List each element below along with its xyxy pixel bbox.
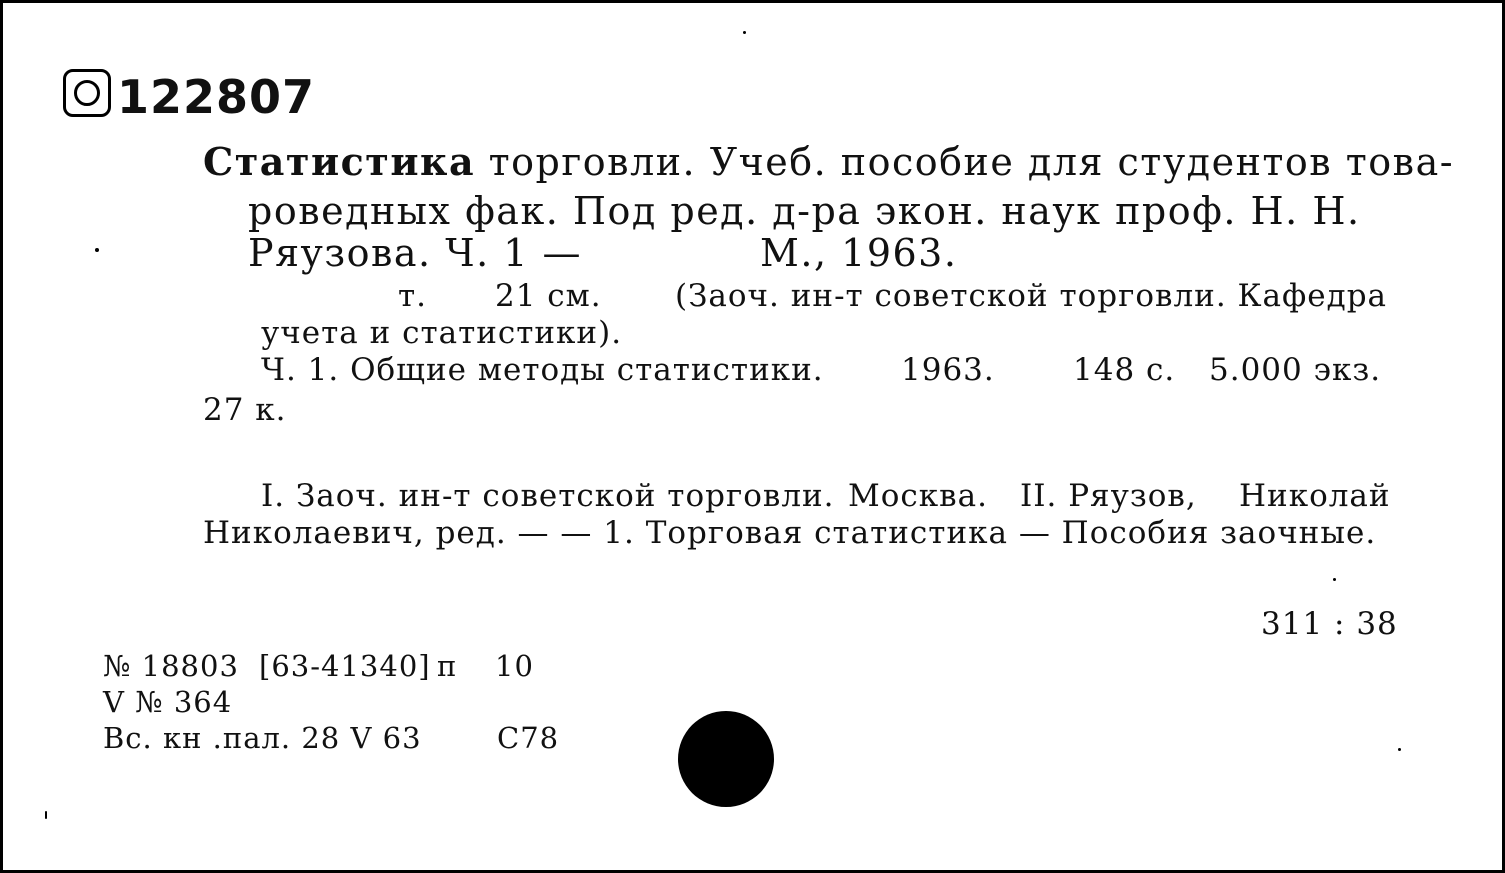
meta-volume: V № 364: [103, 685, 233, 719]
stamp-icon: [63, 69, 111, 117]
part-pages: 148 с.: [1073, 352, 1176, 388]
desc-series-cont: учета и статистики).: [261, 315, 623, 351]
title-line-3-left: Ряузова. Ч. 1 —: [248, 231, 582, 275]
part-title: Ч. 1. Общие методы статистики.: [261, 352, 824, 388]
speck: [95, 248, 99, 252]
meta-count: 10: [495, 649, 534, 683]
meta-number: № 18803: [103, 649, 239, 683]
subject-1c: II. Ряузов,: [1020, 478, 1197, 514]
catalog-number: 122807: [63, 69, 315, 124]
title-bold: Статистика: [203, 139, 476, 184]
punch-hole: [678, 711, 774, 807]
title-line-3-right: М., 1963.: [760, 231, 958, 275]
part-year: 1963.: [901, 352, 995, 388]
title-line-1: Статистика торговли. Учеб. пособие для студентов това-: [203, 139, 1455, 184]
speck: [743, 31, 746, 34]
subject-1a: I. Заоч. ин-т советской торговли.: [261, 478, 835, 514]
subject-1d: Николай: [1239, 478, 1391, 514]
meta-code: [63-41340]: [259, 649, 431, 683]
meta-chamber: Вс. кн .пал. 28 V 63: [103, 721, 422, 755]
part-copies: 5.000 экз.: [1209, 352, 1382, 388]
desc-size: 21 см.: [495, 278, 602, 314]
meta-letter: п: [437, 649, 458, 683]
title-line-2: роведных фак. Под ред. д-ра экон. наук проф. Н. Н.: [248, 189, 1361, 233]
subject-2: Николаевич, ред. — — 1. Торговая статистика — Пособия заочные.: [203, 515, 1377, 551]
desc-series: (Заоч. ин-т советской торговли. Кафедра: [675, 278, 1388, 314]
meta-cipher: С78: [497, 721, 560, 755]
subject-1b: Москва.: [848, 478, 988, 514]
price: 27 к.: [203, 392, 287, 428]
speck: [45, 811, 47, 819]
desc-volume: т.: [398, 278, 428, 314]
classification-code: 311 : 38: [1261, 606, 1398, 642]
speck: [1398, 748, 1401, 751]
speck: [1333, 578, 1336, 581]
